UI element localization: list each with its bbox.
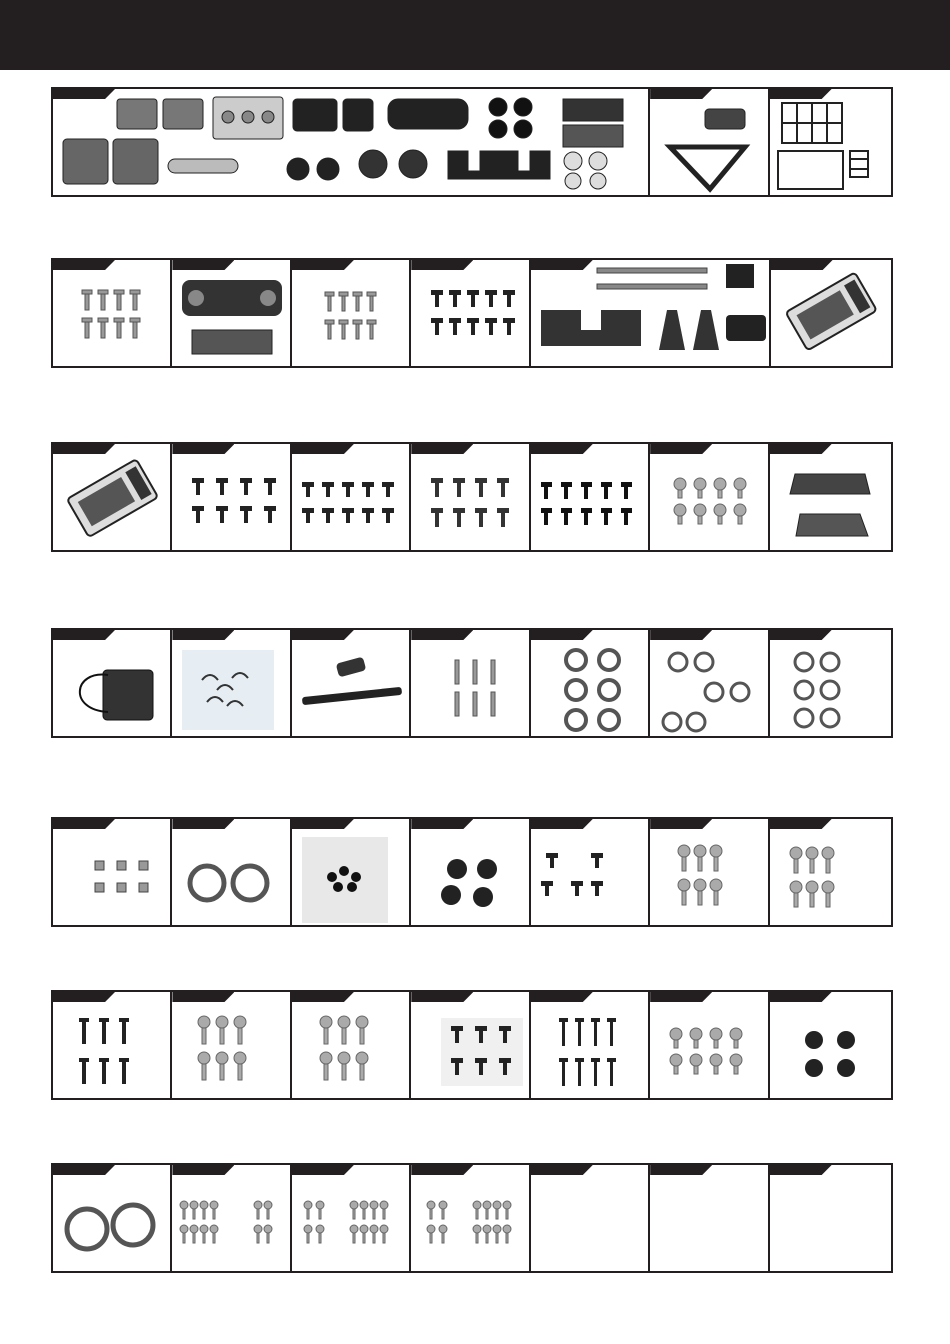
screws-grey-illustration [770, 819, 891, 925]
part-cell-screws-black [411, 444, 530, 550]
part-cell-lock-nuts [770, 992, 891, 1098]
part-cell-bearings [53, 1165, 172, 1271]
part-cell-nuts-small [292, 819, 411, 925]
o-rings-illustration [770, 630, 891, 736]
screws-black-illustration [172, 444, 291, 550]
screws-grey-illustration [292, 260, 411, 366]
part-cell-screws-grey [411, 1165, 530, 1271]
roof-rack-illustration [770, 89, 891, 195]
part-cell-screws [292, 260, 411, 366]
bearings-illustration [172, 819, 291, 925]
part-cell-screws-black [531, 819, 650, 925]
part-cell-screws-grey [650, 819, 769, 925]
servo-illustration [53, 630, 172, 736]
screws-black-illustration [411, 260, 530, 366]
grille-panel-illustration [172, 260, 291, 366]
part-cell-screws-black [172, 444, 291, 550]
screws-black-illustration [292, 444, 411, 550]
pins-illustration [411, 630, 530, 736]
part-cell-screws-grey [292, 992, 411, 1098]
part-cell-bearings [172, 819, 291, 925]
bumper-parts-illustration [770, 444, 891, 550]
parts-row-4 [51, 628, 893, 738]
part-cell-screws [53, 260, 172, 366]
o-rings-illustration [650, 630, 769, 736]
part-cell-pins [411, 630, 530, 736]
screws-grey-illustration [172, 992, 291, 1098]
foam-tube-illustration [292, 630, 411, 736]
part-cell-set-screws [53, 819, 172, 925]
part-number-tab [770, 1165, 832, 1175]
screws-black-illustration [531, 444, 650, 550]
part-cell-assortment [53, 89, 650, 195]
part-cell-foam-tube [292, 630, 411, 736]
part-cell-o-rings [650, 630, 769, 736]
screws-grey-illustration [172, 1165, 291, 1271]
part-cell-roof-rack [770, 89, 891, 195]
screws-black-illustration [411, 992, 530, 1098]
part-cell-body-shell [771, 260, 891, 366]
screws-grey-illustration [650, 992, 769, 1098]
part-cell-long-screws [531, 992, 650, 1098]
part-cell-screws-black [292, 444, 411, 550]
parts-row-2 [51, 258, 893, 368]
part-cell-long-screws [53, 992, 172, 1098]
long-screws-black-illustration [531, 992, 650, 1098]
header-bar [0, 0, 950, 70]
part-cell-body-shell [53, 444, 172, 550]
screws-black-illustration [411, 444, 530, 550]
part-cell-screws-grey [172, 1165, 291, 1271]
bracket-mount-illustration [650, 89, 769, 195]
part-cell-empty [770, 1165, 891, 1271]
part-cell-screws-grey [650, 444, 769, 550]
part-cell-empty [650, 1165, 769, 1271]
part-cell-screws-black [411, 260, 530, 366]
small-nuts-illustration [292, 819, 411, 925]
shafts-brackets-illustration [531, 260, 771, 366]
screws-grey-illustration [53, 260, 172, 366]
part-cell-o-rings [770, 630, 891, 736]
part-number-tab [531, 1165, 593, 1175]
parts-row-1 [51, 87, 893, 197]
parts-row-5 [51, 817, 893, 927]
part-cell-screws-grey [292, 1165, 411, 1271]
parts-row-3 [51, 442, 893, 552]
part-cell-grille [172, 260, 291, 366]
long-screws-black-illustration [53, 992, 172, 1098]
screws-grey-illustration [650, 819, 769, 925]
part-cell-screws-grey [650, 992, 769, 1098]
part-cell-screws-black [531, 444, 650, 550]
screws-grey-illustration [650, 444, 769, 550]
lock-nuts-illustration [770, 992, 891, 1098]
screws-black-illustration [531, 819, 650, 925]
parts-row-7 [51, 1163, 893, 1273]
part-cell-shafts-brackets [531, 260, 771, 366]
part-cell-servo [53, 630, 172, 736]
set-screws-illustration [53, 819, 172, 925]
part-cell-empty [531, 1165, 650, 1271]
body-shell-illustration [771, 260, 891, 366]
part-cell-bracket [650, 89, 769, 195]
screws-grey-illustration [292, 1165, 411, 1271]
body-shell-illustration [53, 444, 172, 550]
part-cell-o-rings-large [531, 630, 650, 736]
part-cell-screws-black [411, 992, 530, 1098]
screws-grey-illustration [292, 992, 411, 1098]
part-cell-screws-grey [172, 992, 291, 1098]
parts-row-6 [51, 990, 893, 1100]
o-rings-illustration [531, 630, 650, 736]
part-cell-lock-nuts [411, 819, 530, 925]
part-number-tab [650, 1165, 712, 1175]
part-cell-screws-grey [770, 819, 891, 925]
part-cell-bumper-parts [770, 444, 891, 550]
lock-nuts-illustration [411, 819, 530, 925]
screws-grey-illustration [411, 1165, 530, 1271]
body-clips-illustration [172, 630, 291, 736]
parts-assortment-illustration [53, 89, 650, 195]
bearings-illustration [53, 1165, 172, 1271]
part-cell-body-clips [172, 630, 291, 736]
